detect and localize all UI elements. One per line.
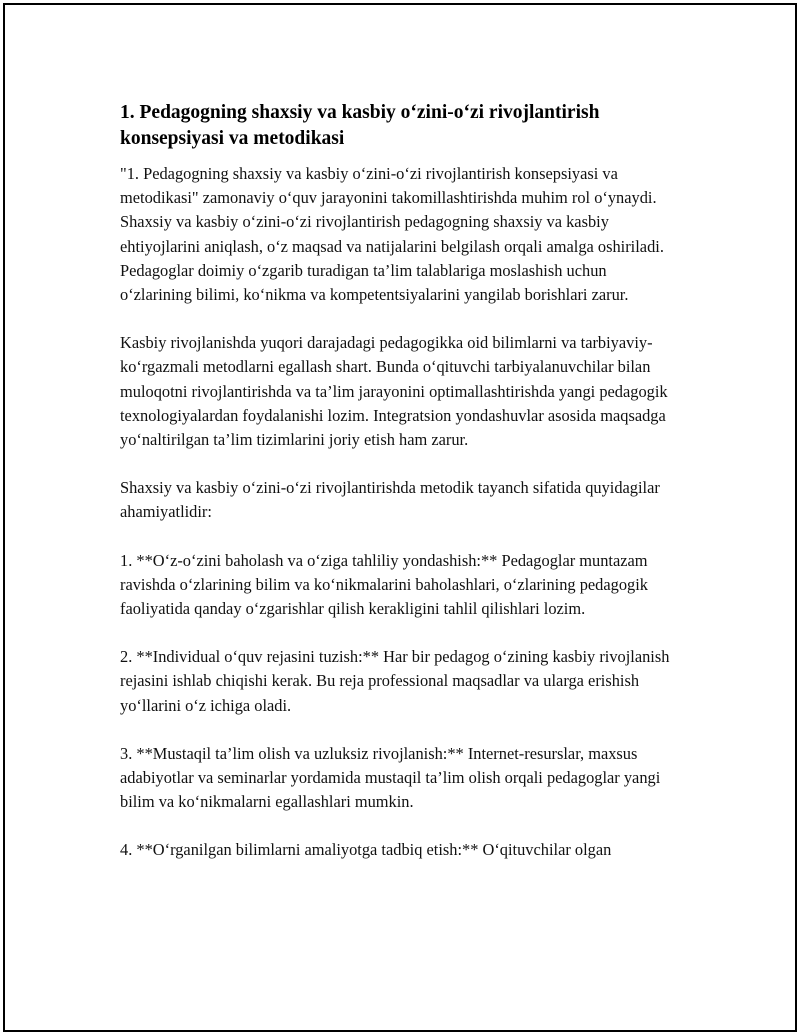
paragraph-professional-development: Kasbiy rivojlanishda yuqori darajadagi pedagogikka oid bilimlarni va tarbiyaviy-ko‘rgazmali metodlarni egallash shart. Bunda o‘qituvchi tarbiyalanuvchilar bilan muloqotni rivojlantirishda va ta’lim jarayonini optimallashtirishda yangi pedagogik texnologiyalardan foydalanishi lozim. Integratsion yondashuvlar asosida maqsadga yo‘naltirilgan ta’lim tizimlarini joriy etish ham zarur.	[120, 333, 668, 450]
page-frame	[3, 3, 797, 1032]
document-title: 1. Pedagogning shaxsiy va kasbiy o‘zini-o‘zi rivojlantirish konsepsiyasi va metodikasi	[120, 102, 600, 149]
list-item-individual-plan: 2. **Individual o‘quv rejasini tuzish:** Har bir pedagog o‘zining kasbiy rivojlanish rejasini ishlab chiqishi kerak. Bu reja professional maqsadlar va ularga erishish yo‘llarini o‘z ichiga oladi.	[120, 647, 670, 715]
list-item-practice-application: 4. **O‘rganilgan bilimlarni amaliyotga tadbiq etish:** O‘qituvchilar olgan	[120, 840, 612, 860]
paragraph-intro: "1. Pedagogning shaxsiy va kasbiy o‘zini-o‘zi rivojlantirish konsepsiyasi va metodikasi" zamonaviy o‘quv jarayonini takomillashtirishda muhim rol o‘ynaydi. Shaxsiy va kasbiy o‘zini-o‘zi rivojlantirish pedagogning shaxsiy va kasbiy ehtiyojlarini aniqlash, o‘z maqsad va natijalarini belgilash orqali amalga oshiriladi. Pedagoglar doimiy o‘zgarib turadigan ta’lim talablariga moslashish uchun o‘zlarining bilimi, ko‘nikma va kompetentsiyalarini yangilab borishlari zarur.	[120, 164, 664, 305]
paragraph-methodical-basis: Shaxsiy va kasbiy o‘zini-o‘zi rivojlantirishda metodik tayanch sifatida quyidagilar ahamiyatlidir:	[120, 478, 660, 522]
list-item-self-assessment: 1. **O‘z-o‘zini baholash va o‘ziga tahliliy yondashish:** Pedagoglar muntazam ravishda o‘zlarining bilim va ko‘nikmalarini baholashlari, o‘zlarining pedagogik faoliyatida qanday o‘zgarishlar qilish kerakligini tahlil qilishlari lozim.	[120, 550, 648, 619]
document-body	[120, 100, 680, 887]
list-item-independent-learning: 3. **Mustaqil ta’lim olish va uzluksiz rivojlanish:** Internet-resurslar, maxsus adabiyotlar va seminarlar yordamida mustaqil ta’lim olish orqali pedagoglar yangi bilim va ko‘nikmalarni egallashlari mumkin.	[120, 743, 661, 812]
